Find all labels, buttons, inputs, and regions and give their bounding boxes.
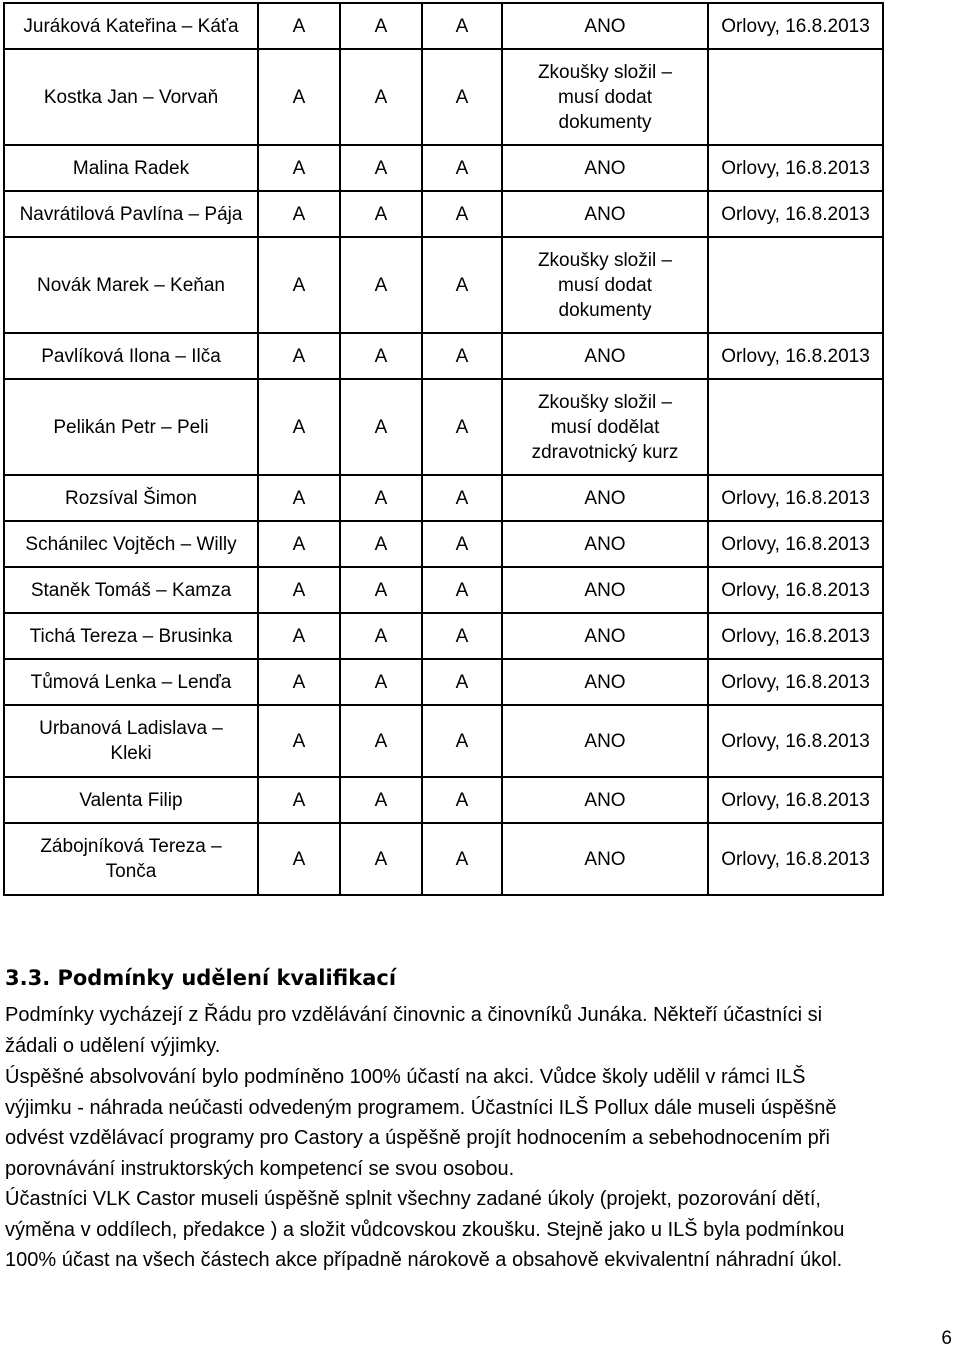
grade-cell: A <box>258 333 340 379</box>
name-cell: Tichá Tereza – Brusinka <box>4 613 258 659</box>
page-number: 6 <box>941 1328 952 1349</box>
text-line: porovnávání instruktorských kompetencí se svou osobou. <box>5 1157 515 1180</box>
name-cell: Zábojníková Tereza – Tonča <box>4 823 258 895</box>
grade-cell: A <box>340 777 422 823</box>
grade-cell: A <box>340 613 422 659</box>
grade-cell: A <box>258 521 340 567</box>
table-row <box>4 145 883 191</box>
result-cell: ANO <box>502 705 708 777</box>
grade-cell: A <box>340 191 422 237</box>
grade-cell: A <box>258 777 340 823</box>
section-heading: 3.3. Podmínky udělení kvalifikací <box>5 966 397 990</box>
table-row <box>4 237 883 333</box>
grade-cell: A <box>422 237 502 333</box>
place-date-cell <box>708 237 883 333</box>
grade-cell: A <box>340 145 422 191</box>
result-cell: ANO <box>502 777 708 823</box>
result-cell: ANO <box>502 659 708 705</box>
place-date-cell: Orlovy, 16.8.2013 <box>708 3 883 49</box>
table-row <box>4 659 883 705</box>
place-date-cell: Orlovy, 16.8.2013 <box>708 613 883 659</box>
grade-cell: A <box>422 475 502 521</box>
grade-cell: A <box>422 659 502 705</box>
grade-cell: A <box>422 823 502 895</box>
place-date-cell: Orlovy, 16.8.2013 <box>708 475 883 521</box>
result-cell: Zkoušky složil – musí dodat dokumenty <box>502 49 708 145</box>
grade-cell: A <box>340 379 422 475</box>
name-cell: Rozsíval Šimon <box>4 475 258 521</box>
paragraph-vlk-conditions <box>5 1184 960 1276</box>
result-cell: ANO <box>502 613 708 659</box>
grade-cell: A <box>340 3 422 49</box>
grade-cell: A <box>258 705 340 777</box>
table-row <box>4 49 883 145</box>
grade-cell: A <box>422 49 502 145</box>
text-line: Podmínky vycházejí z Řádu pro vzdělávání činovnic a činovníků Junáka. Někteří účastníci si <box>5 1004 823 1026</box>
table-row <box>4 379 883 475</box>
table-row <box>4 705 883 777</box>
place-date-cell: Orlovy, 16.8.2013 <box>708 521 883 567</box>
name-cell: Valenta Filip <box>4 777 258 823</box>
grade-cell: A <box>258 379 340 475</box>
grade-cell: A <box>422 3 502 49</box>
result-cell: ANO <box>502 823 708 895</box>
text-line: žádali o udělení výjimky. <box>5 1034 221 1057</box>
table-row <box>4 475 883 521</box>
place-date-cell <box>708 49 883 145</box>
grade-cell: A <box>422 613 502 659</box>
name-cell: Pavlíková Ilona – Ilča <box>4 333 258 379</box>
result-cell: ANO <box>502 567 708 613</box>
grade-cell: A <box>340 49 422 145</box>
grade-cell: A <box>340 659 422 705</box>
name-cell: Pelikán Petr – Peli <box>4 379 258 475</box>
grade-cell: A <box>422 567 502 613</box>
paragraph-exemptions <box>5 1000 960 1061</box>
participants-table <box>3 2 884 896</box>
grade-cell: A <box>422 145 502 191</box>
grade-cell: A <box>422 333 502 379</box>
table-row <box>4 613 883 659</box>
name-cell: Staněk Tomáš – Kamza <box>4 567 258 613</box>
grade-cell: A <box>340 237 422 333</box>
name-cell: Navrátilová Pavlína – Pája <box>4 191 258 237</box>
place-date-cell: Orlovy, 16.8.2013 <box>708 145 883 191</box>
result-cell: ANO <box>502 191 708 237</box>
name-cell: Tůmová Lenka – Lenďa <box>4 659 258 705</box>
place-date-cell: Orlovy, 16.8.2013 <box>708 333 883 379</box>
grade-cell: A <box>258 49 340 145</box>
grade-cell: A <box>422 191 502 237</box>
place-date-cell: Orlovy, 16.8.2013 <box>708 567 883 613</box>
grade-cell: A <box>340 705 422 777</box>
result-cell: ANO <box>502 145 708 191</box>
grade-cell: A <box>258 475 340 521</box>
table-row <box>4 521 883 567</box>
grade-cell: A <box>258 567 340 613</box>
grade-cell: A <box>340 567 422 613</box>
grade-cell: A <box>340 521 422 567</box>
name-cell: Schánilec Vojtěch – Willy <box>4 521 258 567</box>
table-row <box>4 333 883 379</box>
paragraph-ils-conditions <box>5 1062 960 1184</box>
grade-cell: A <box>422 379 502 475</box>
table-row <box>4 191 883 237</box>
result-cell: ANO <box>502 475 708 521</box>
result-cell: Zkoušky složil – musí dodat dokumenty <box>502 237 708 333</box>
grade-cell: A <box>422 521 502 567</box>
grade-cell: A <box>258 145 340 191</box>
grade-cell: A <box>422 705 502 777</box>
name-cell: Juráková Kateřina – Káťa <box>4 3 258 49</box>
name-cell: Novák Marek – Keňan <box>4 237 258 333</box>
result-cell: ANO <box>502 521 708 567</box>
name-cell: Kostka Jan – Vorvaň <box>4 49 258 145</box>
place-date-cell: Orlovy, 16.8.2013 <box>708 191 883 237</box>
place-date-cell: Orlovy, 16.8.2013 <box>708 705 883 777</box>
place-date-cell <box>708 379 883 475</box>
text-line: výměna v oddílech, předakce ) a složit vůdcovskou zkoušku. Stejně jako u ILŠ byla podmínkou <box>5 1218 845 1241</box>
place-date-cell: Orlovy, 16.8.2013 <box>708 659 883 705</box>
table-row <box>4 3 883 49</box>
name-cell: Malina Radek <box>4 145 258 191</box>
text-line: Účastníci VLK Castor museli úspěšně splnit všechny zadané úkoly (projekt, pozorování dětí, <box>5 1188 821 1210</box>
grade-cell: A <box>258 613 340 659</box>
place-date-cell: Orlovy, 16.8.2013 <box>708 777 883 823</box>
text-line: odvést vzdělávací programy pro Castory a úspěšně projít hodnocením a sebehodnocením při <box>5 1127 830 1149</box>
grade-cell: A <box>258 823 340 895</box>
table-row <box>4 777 883 823</box>
table-row <box>4 567 883 613</box>
grade-cell: A <box>340 333 422 379</box>
text-line: Úspěšné absolvování bylo podmíněno 100% účastí na akci. Vůdce školy udělil v rámci ILŠ <box>5 1066 806 1088</box>
grade-cell: A <box>258 659 340 705</box>
grade-cell: A <box>340 475 422 521</box>
place-date-cell: Orlovy, 16.8.2013 <box>708 823 883 895</box>
grade-cell: A <box>258 3 340 49</box>
grade-cell: A <box>422 777 502 823</box>
grade-cell: A <box>340 823 422 895</box>
result-cell: ANO <box>502 333 708 379</box>
grade-cell: A <box>258 191 340 237</box>
result-cell: ANO <box>502 3 708 49</box>
result-cell: Zkoušky složil – musí dodělat zdravotnický kurz <box>502 379 708 475</box>
text-line: 100% účast na všech částech akce případně nárokově a obsahově ekvivalentní náhradní úkol. <box>5 1249 843 1271</box>
table-row <box>4 823 883 895</box>
name-cell: Urbanová Ladislava – Kleki <box>4 705 258 777</box>
grade-cell: A <box>258 237 340 333</box>
text-line: výjimku - náhrada neúčasti odvedeným programem. Účastníci ILŠ Pollux dále museli úspěšně <box>5 1096 837 1119</box>
